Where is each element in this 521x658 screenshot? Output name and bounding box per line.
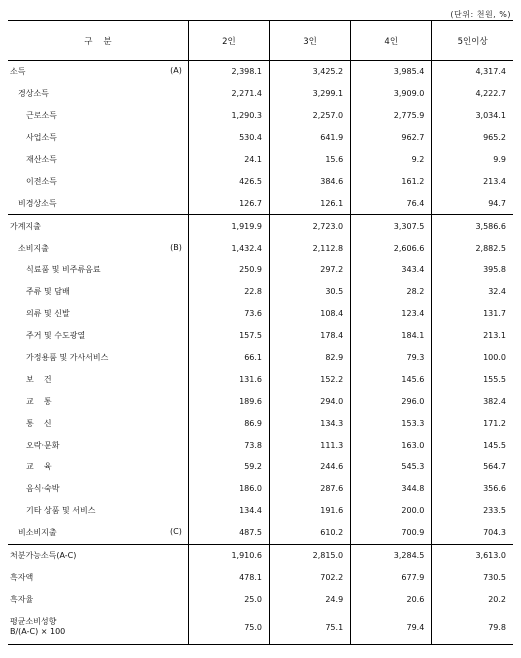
value-cell: 294.0 (270, 390, 351, 412)
value-cell: 108.4 (270, 303, 351, 325)
value-cell: 59.2 (188, 456, 269, 478)
value-cell: 186.0 (188, 478, 269, 500)
table-row (8, 347, 513, 369)
value-cell: 2,398.1 (188, 61, 269, 83)
row-label-cell (8, 303, 188, 325)
value-cell: 677.9 (351, 566, 432, 588)
value-cell: 86.9 (188, 412, 269, 434)
value-cell: 75.0 (188, 610, 269, 645)
value-cell: 157.5 (188, 325, 269, 347)
row-label-cell (8, 588, 188, 610)
row-label (8, 221, 188, 232)
row-label-cell (8, 259, 188, 281)
table-row (8, 83, 513, 105)
row-label-text: 이전소득 (26, 176, 57, 186)
value-cell: 233.5 (432, 500, 513, 522)
value-cell: 178.4 (270, 325, 351, 347)
table-row (8, 61, 513, 83)
table-row (8, 259, 513, 281)
value-cell: 28.2 (351, 281, 432, 303)
value-cell: 395.8 (432, 259, 513, 281)
row-label-text: 비경상소득 (18, 198, 57, 208)
row-label-cell (8, 412, 188, 434)
row-label (8, 198, 188, 209)
value-cell: 9.9 (432, 149, 513, 171)
value-cell: 1,910.6 (188, 544, 269, 566)
table-row (8, 237, 513, 259)
household-income-table (8, 20, 513, 645)
row-label-cell (8, 61, 188, 83)
value-cell: 100.0 (432, 347, 513, 369)
value-cell: 9.2 (351, 149, 432, 171)
value-cell: 962.7 (351, 127, 432, 149)
row-label-text: 처분가능소득(A-C) (10, 551, 77, 561)
value-cell: 126.1 (270, 192, 351, 214)
row-label-text: 통 신 (26, 418, 52, 428)
value-cell: 1,919.9 (188, 215, 269, 237)
header-col-2: 2인 (188, 21, 269, 61)
value-cell: 75.1 (270, 610, 351, 645)
value-cell: 145.6 (351, 368, 432, 390)
header-col-5plus: 5인이상 (432, 21, 513, 61)
value-cell: 2,257.0 (270, 105, 351, 127)
table-row (8, 610, 513, 645)
table-row (8, 566, 513, 588)
value-cell: 3,299.1 (270, 83, 351, 105)
table-row (8, 412, 513, 434)
value-cell: 487.5 (188, 522, 269, 544)
value-cell: 134.4 (188, 500, 269, 522)
row-label-cell (8, 127, 188, 149)
value-cell: 702.2 (270, 566, 351, 588)
table-row (8, 588, 513, 610)
value-cell: 134.3 (270, 412, 351, 434)
value-cell: 123.4 (351, 303, 432, 325)
value-cell: 73.8 (188, 434, 269, 456)
value-cell: 1,432.4 (188, 237, 269, 259)
row-label-line1: 평균소비성향 (10, 617, 57, 627)
row-label (8, 110, 188, 121)
row-label-text: 경상소득 (18, 89, 49, 99)
row-label-cell (8, 610, 188, 645)
row-label-text: 오락·문화 (26, 440, 60, 450)
row-label-text: 재산소득 (26, 155, 57, 164)
value-cell: 15.6 (270, 149, 351, 171)
row-label-cell (8, 544, 188, 566)
value-cell: 530.4 (188, 127, 269, 149)
row-label-text: 사업소득 (26, 133, 57, 143)
value-cell: 131.6 (188, 368, 269, 390)
value-cell: 20.6 (351, 588, 432, 610)
row-mark: (C) (170, 527, 182, 537)
row-label (8, 352, 188, 363)
row-label (8, 286, 188, 297)
value-cell: 250.9 (188, 259, 269, 281)
table-row (8, 390, 513, 412)
table-row (8, 303, 513, 325)
table-row (8, 368, 513, 390)
value-cell: 730.5 (432, 566, 513, 588)
row-label (8, 243, 188, 254)
value-cell: 478.1 (188, 566, 269, 588)
row-label-cell (8, 192, 188, 214)
value-cell: 163.0 (351, 434, 432, 456)
table-row (8, 215, 513, 237)
value-cell: 3,909.0 (351, 83, 432, 105)
row-label-cell (8, 215, 188, 237)
value-cell: 343.4 (351, 259, 432, 281)
value-cell: 3,284.5 (351, 544, 432, 566)
row-label (8, 88, 188, 99)
value-cell: 3,307.5 (351, 215, 432, 237)
value-cell: 213.4 (432, 170, 513, 192)
table-row (8, 170, 513, 192)
value-cell: 965.2 (432, 127, 513, 149)
value-cell: 641.9 (270, 127, 351, 149)
value-cell: 161.2 (351, 170, 432, 192)
value-cell: 545.3 (351, 456, 432, 478)
row-label (8, 330, 188, 341)
header-col-4: 4인 (351, 21, 432, 61)
row-label-cell (8, 390, 188, 412)
value-cell: 287.6 (270, 478, 351, 500)
row-label-text: 흑자액 (10, 572, 34, 582)
value-cell: 111.3 (270, 434, 351, 456)
row-label-text: 식료품 및 비주류음료 (26, 265, 101, 275)
value-cell: 296.0 (351, 390, 432, 412)
row-label-cell (8, 325, 188, 347)
row-label (8, 374, 188, 385)
row-label-cell (8, 83, 188, 105)
value-cell: 426.5 (188, 170, 269, 192)
table-row (8, 149, 513, 171)
row-label-line2: B/(A-C) × 100 (10, 627, 66, 637)
value-cell: 145.5 (432, 434, 513, 456)
value-cell: 191.6 (270, 500, 351, 522)
row-label (8, 527, 188, 538)
value-cell: 564.7 (432, 456, 513, 478)
value-cell: 3,613.0 (432, 544, 513, 566)
row-label (8, 461, 188, 472)
row-mark: (B) (170, 242, 182, 252)
table-row (8, 127, 513, 149)
row-label-text: 주거 및 수도광열 (26, 331, 86, 341)
value-cell: 2,775.9 (351, 105, 432, 127)
unit-note: (단위: 천원, %) (450, 10, 511, 19)
row-label-text: 비소비지출 (18, 528, 57, 538)
row-label-cell (8, 478, 188, 500)
value-cell: 3,985.4 (351, 61, 432, 83)
row-label-text: 주류 및 담배 (26, 287, 70, 297)
value-cell: 382.4 (432, 390, 513, 412)
row-label (8, 154, 188, 165)
table-row (8, 500, 513, 522)
table-row (8, 434, 513, 456)
value-cell: 79.3 (351, 347, 432, 369)
table-row (8, 192, 513, 214)
row-label-text: 음식·숙박 (26, 484, 60, 494)
value-cell: 200.0 (351, 500, 432, 522)
value-cell: 384.6 (270, 170, 351, 192)
value-cell: 24.9 (270, 588, 351, 610)
row-label-text: 가계지출 (10, 221, 41, 231)
row-label (8, 176, 188, 187)
household-table-container (8, 20, 513, 645)
value-cell: 2,271.4 (188, 83, 269, 105)
value-cell: 82.9 (270, 347, 351, 369)
table-row (8, 105, 513, 127)
row-label-cell (8, 170, 188, 192)
value-cell: 152.2 (270, 368, 351, 390)
row-label (8, 418, 188, 429)
value-cell: 73.6 (188, 303, 269, 325)
table-body (8, 61, 513, 645)
value-cell: 4,317.4 (432, 61, 513, 83)
table-row (8, 478, 513, 500)
value-cell: 704.3 (432, 522, 513, 544)
row-label-text: 교 통 (26, 396, 52, 406)
header-col-3: 3인 (270, 21, 351, 61)
row-label-text: 보 건 (26, 374, 52, 384)
value-cell: 3,425.2 (270, 61, 351, 83)
value-cell: 2,606.6 (351, 237, 432, 259)
header-category: 구 분 (8, 21, 188, 61)
row-label-cell (8, 500, 188, 522)
row-label (8, 264, 188, 275)
row-label-cell (8, 456, 188, 478)
table-row (8, 325, 513, 347)
row-label (8, 440, 188, 451)
value-cell: 700.9 (351, 522, 432, 544)
value-cell: 3,586.6 (432, 215, 513, 237)
value-cell: 189.6 (188, 390, 269, 412)
value-cell: 25.0 (188, 588, 269, 610)
row-label-cell (8, 566, 188, 588)
value-cell: 153.3 (351, 412, 432, 434)
table-row (8, 544, 513, 566)
value-cell: 131.7 (432, 303, 513, 325)
row-label-text: 소비지출 (18, 243, 49, 253)
value-cell: 32.4 (432, 281, 513, 303)
row-label (8, 572, 188, 583)
row-label-text: 가정용품 및 가사서비스 (26, 353, 109, 363)
value-cell: 79.8 (432, 610, 513, 645)
table-header-row (8, 21, 513, 61)
row-label-text: 흑자율 (10, 594, 34, 604)
value-cell: 244.6 (270, 456, 351, 478)
value-cell: 2,882.5 (432, 237, 513, 259)
row-label (8, 483, 188, 494)
row-label-cell (8, 434, 188, 456)
value-cell: 94.7 (432, 192, 513, 214)
value-cell: 20.2 (432, 588, 513, 610)
value-cell: 3,034.1 (432, 105, 513, 127)
row-label-text: 기타 상품 및 서비스 (26, 506, 96, 516)
table-row (8, 281, 513, 303)
value-cell: 171.2 (432, 412, 513, 434)
row-label-cell (8, 105, 188, 127)
value-cell: 76.4 (351, 192, 432, 214)
value-cell: 2,723.0 (270, 215, 351, 237)
value-cell: 24.1 (188, 149, 269, 171)
row-label (8, 396, 188, 407)
value-cell: 356.6 (432, 478, 513, 500)
value-cell: 126.7 (188, 192, 269, 214)
value-cell: 2,815.0 (270, 544, 351, 566)
value-cell: 213.1 (432, 325, 513, 347)
row-label-text: 소득 (10, 67, 26, 77)
value-cell: 1,290.3 (188, 105, 269, 127)
row-label-cell (8, 149, 188, 171)
value-cell: 22.8 (188, 281, 269, 303)
table-row (8, 456, 513, 478)
row-label (8, 505, 188, 516)
value-cell: 4,222.7 (432, 83, 513, 105)
row-label (8, 594, 188, 605)
row-label-text: 근로소득 (26, 111, 57, 121)
row-label-cell (8, 368, 188, 390)
row-label-cell (8, 522, 188, 544)
row-label-text: 교 육 (26, 462, 52, 472)
value-cell: 30.5 (270, 281, 351, 303)
row-label-cell (8, 347, 188, 369)
row-label (8, 308, 188, 319)
value-cell: 297.2 (270, 259, 351, 281)
row-label (8, 132, 188, 143)
row-label-text: 의류 및 신발 (26, 309, 70, 319)
row-label-cell (8, 237, 188, 259)
value-cell: 79.4 (351, 610, 432, 645)
row-label (8, 617, 188, 637)
value-cell: 2,112.8 (270, 237, 351, 259)
row-label (8, 550, 188, 561)
value-cell: 66.1 (188, 347, 269, 369)
value-cell: 610.2 (270, 522, 351, 544)
row-label-cell (8, 281, 188, 303)
value-cell: 184.1 (351, 325, 432, 347)
row-mark: (A) (170, 66, 182, 76)
value-cell: 155.5 (432, 368, 513, 390)
value-cell: 344.8 (351, 478, 432, 500)
table-row (8, 522, 513, 544)
row-label (8, 66, 188, 77)
